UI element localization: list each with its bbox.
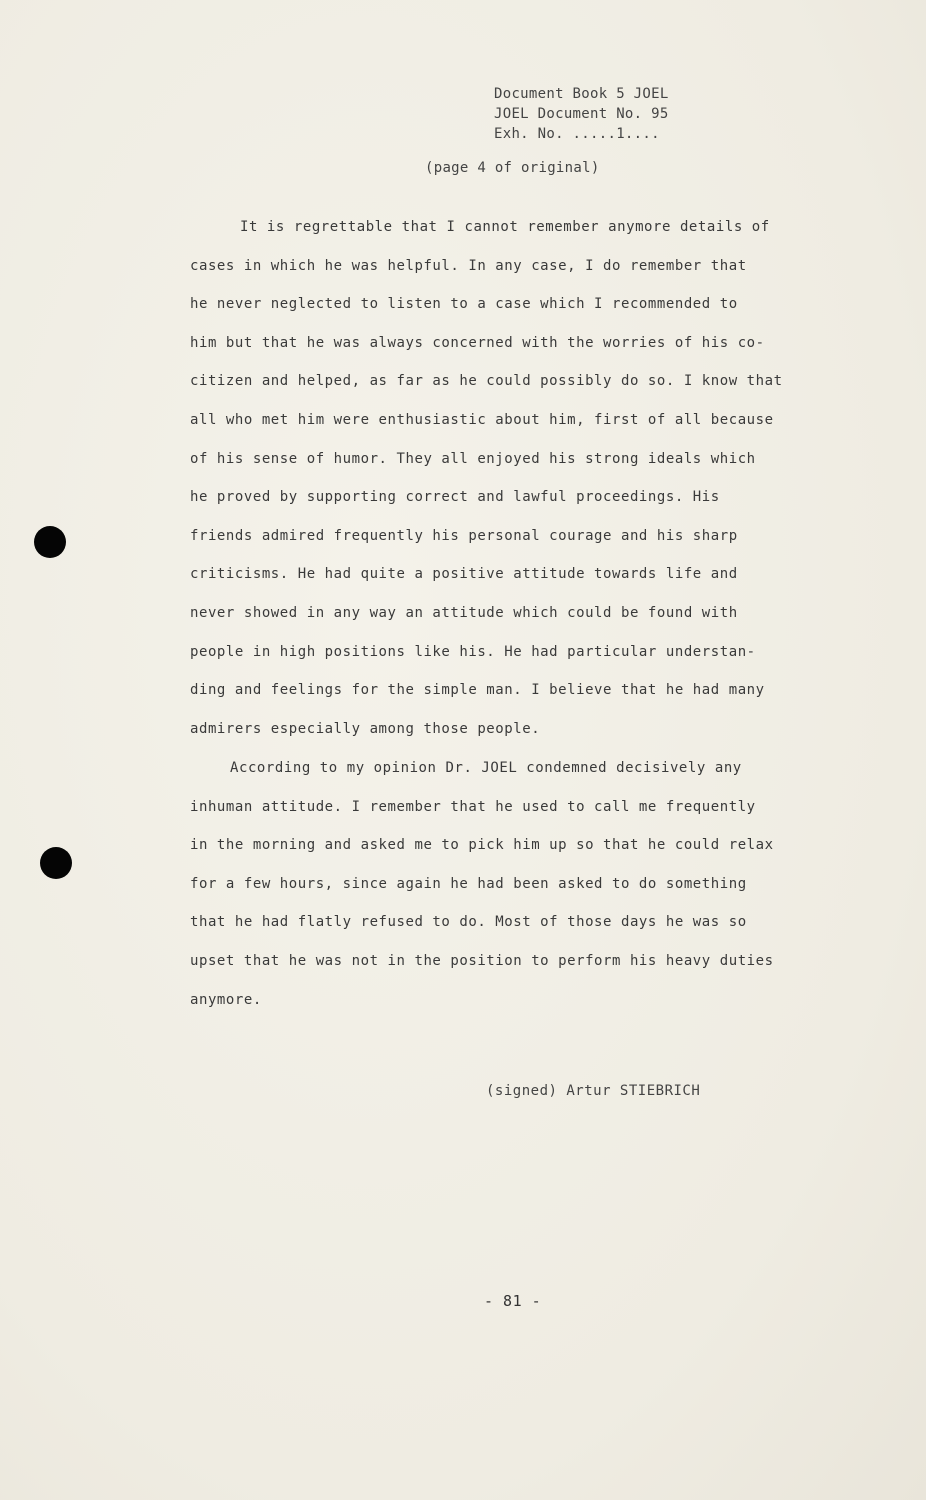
text-line: cases in which he was helpful. In any case, I do remember that [190, 257, 747, 274]
signature-line: (signed) Artur STIEBRICH [486, 1083, 701, 1099]
punch-hole [34, 526, 66, 558]
text-line: in the morning and asked me to pick him up so that he could relax [190, 837, 774, 854]
document-book-line: Document Book 5 JOEL [494, 86, 669, 102]
page-number: - 81 - [484, 1292, 542, 1310]
text-line: citizen and helped, as far as he could possibly do so. I know that [190, 373, 783, 390]
text-line: him but that he was always concerned with the worries of his co- [190, 334, 765, 351]
text-line: inhuman attitude. I remember that he used to call me frequently [190, 798, 756, 815]
text-line: that he had flatly refused to do. Most of those days he was so [190, 914, 747, 931]
paragraph-2 [190, 757, 840, 1027]
document-number-line: JOEL Document No. 95 [494, 106, 669, 122]
text-line: upset that he was not in the position to perform his heavy duties [190, 952, 774, 969]
text-line: never showed in any way an attitude which could be found with [190, 604, 738, 621]
punch-hole [40, 847, 72, 879]
text-line: It is regrettable that I cannot remember anymore details of [240, 219, 770, 235]
paragraph-1 [190, 216, 840, 756]
text-line: friends admired frequently his personal courage and his sharp [190, 527, 738, 544]
text-line: he never neglected to listen to a case which I recommended to [190, 296, 738, 313]
exhibit-number-line: Exh. No. .....1.... [494, 126, 660, 142]
text-line: all who met him were enthusiastic about him, first of all because [190, 411, 774, 428]
text-line: anymore. [190, 991, 262, 1008]
text-line: people in high positions like his. He had particular understan- [190, 643, 756, 660]
text-line: admirers especially among those people. [190, 720, 541, 737]
page-of-original: (page 4 of original) [425, 160, 600, 176]
text-line: According to my opinion Dr. JOEL condemned decisively any [230, 760, 742, 776]
text-line: ding and feelings for the simple man. I believe that he had many [190, 682, 765, 699]
document-header [494, 84, 754, 144]
text-line: criticisms. He had quite a positive attitude towards life and [190, 566, 738, 583]
text-line: he proved by supporting correct and lawful proceedings. His [190, 489, 720, 506]
text-line: for a few hours, since again he had been asked to do something [190, 875, 747, 892]
text-line: of his sense of humor. They all enjoyed his strong ideals which [190, 450, 756, 467]
